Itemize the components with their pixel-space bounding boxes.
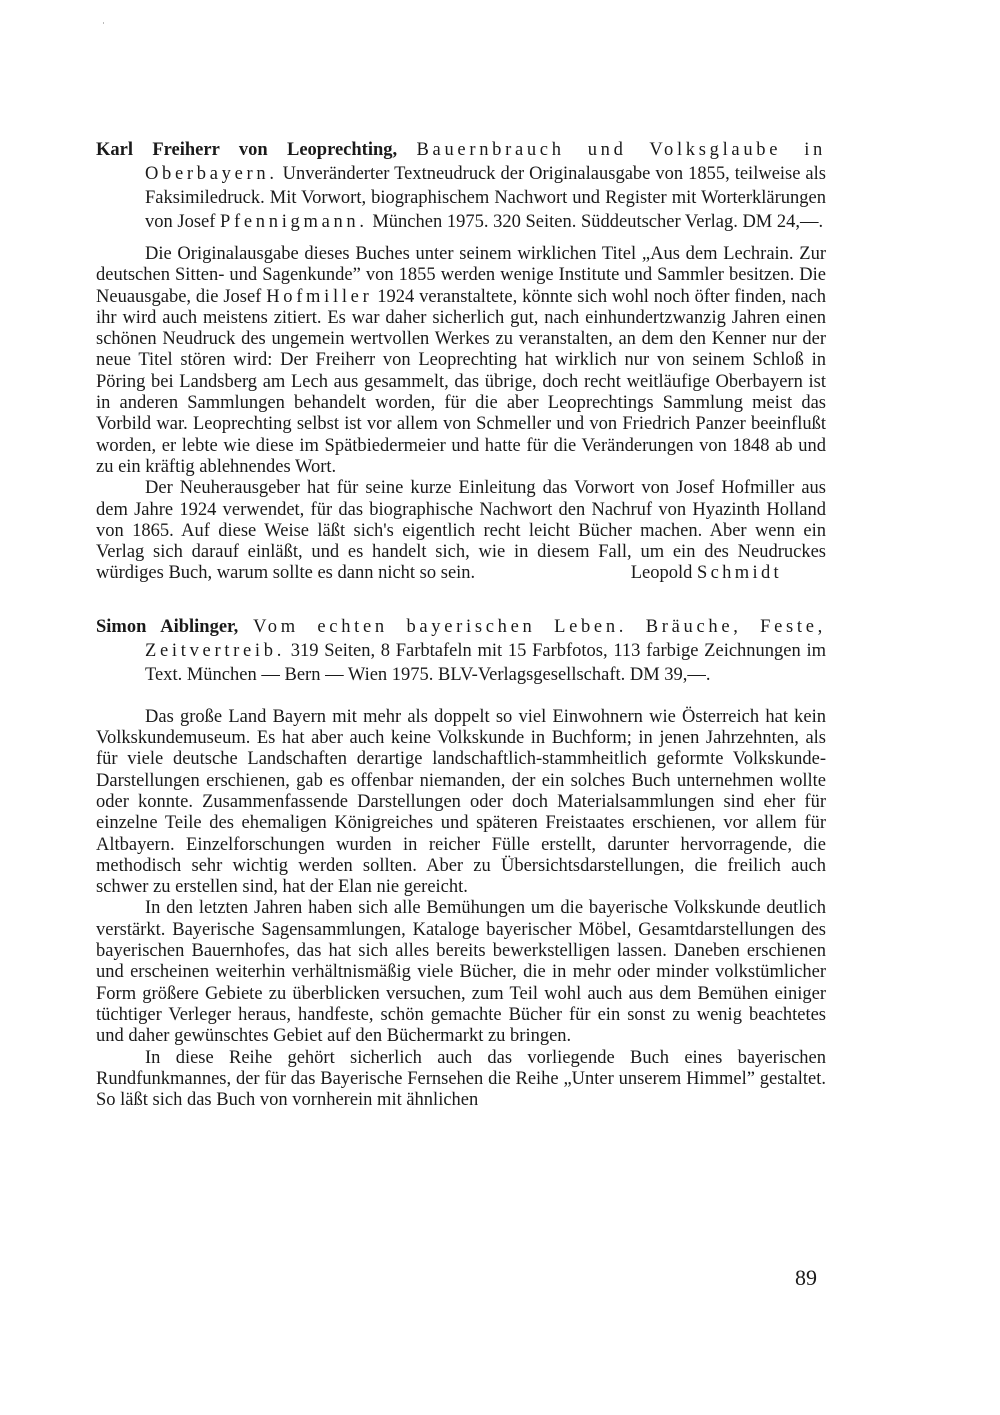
review-2-author: Simon Aiblinger, [96,616,239,637]
review-1-paragraph-2 [96,478,826,584]
scan-mark [103,22,104,24]
review-1-p1-name: Hofmiller [266,286,373,307]
review-1-citation [96,138,826,234]
review-1-editor: Pfennigmann. [220,212,368,232]
review-1-p1-b: 1924 veranstaltete, könnte sich wohl noch öfter finden, nach ihr wird auch meistens zitiert. Es war daher sicherlich gut, nach einhundertzwanzig Jahren einen schönen Neudruck des ungemein wertvollen Werkes zu veranstalten, an dem den Kenner nur der neue Titel stören wird: Der Freiherr von Leoprechting hat wirklich nur von seinem Schloß in Pöring bei Landsberg am Lech aus gesammelt, das übrige, doch recht weitläufige Oberbayern ist in anderen Sammlungen behandelt worden, für die aber Leoprechtings Sammlung meist das Vorbild war. Leoprechting selbst ist vor allem von Schmeller und von Friedrich Panzer beeinflußt worden, er lebte wie diese im Spätbiedermeier und hatte für die Veränderungen von 1848 ab und zu ein kräftig ablehnendes Wort. [96,286,826,477]
signature-first-name: Leopold [630,563,693,584]
review-2-title: Vom echten bayerischen Leben. Bräuche, Feste, Zeitvertreib. [145,616,827,661]
review-1-author: Karl Freiherr von Leoprechting, [96,140,398,160]
review-1-p2-text: Der Neuherausgeber hat für seine kurze Einleitung das Vorwort von Josef Hofmiller aus dem Jahre 1924 verwendet, für das biographische Nachwort den Nachruf von Hyazinth Holland von 1865. Auf diese Weise läßt sich's eigentlich recht leicht Bücher machen. Aber wenn ein Verlag sich darauf einläßt, und es handelt sich, wie in diesem Fall, um ein des Neudruckes würdiges Buch, warum sollte es dann nicht so sein. [96,478,826,584]
review-2-paragraph-1: Das große Land Bayern mit mehr als doppelt so viel Einwohnern wie Österreich hat kein Volkskundemuseum. Es hat aber auch keine Volkskunde in Buchform; in jenen Jahrzehnten, als für viele deutsche Landschaften derartige landschaftlich-stammheitlich geformte Volkskunde-Darstellungen erschienen, gab es offenbar niemanden, der ein solches Buch unternehmen wollte oder konnte. Zusammenfassende Darstellungen oder doch Materialsammlungen sind eher für einzelne Teile des ehemaligen Königreiches und späteren Freistaates erschienen, vor allem für Altbayern. Einzelforschungen wurden in reicher Fülle erstellt, darunter hervorragende, die methodisch sehr wichtig werden sollten. Aber zu Übersichtsdarstellungen, die freilich auch schwer zu erstellen sind, hat der Elan nie gereicht. [96,706,826,898]
review-1-signature [582,563,782,584]
review-1-p1-a: Die Originalausgabe dieses Buches unter seinem wirklichen Titel „Aus dem Lechrain. Zur deutschen Sitten- und Sagenkunde” von 1855 werden wenige Institute und Sammler besitzen. Die Neuausgabe, die Josef [96,244,826,307]
review-1 [96,138,826,585]
signature-last-name: Schmidt [697,563,782,584]
review-1-details-b: München 1975. 320 Seiten. Süddeutscher Verlag. DM 24,—. [372,212,824,232]
review-1-paragraph-1 [96,244,826,478]
review-2 [96,615,826,1112]
page-body [96,138,826,1111]
review-1-details-a: Unveränderter Textneudruck der Originalausgabe von 1855, teilweise als Faksimiledruck. Mit Vorwort, biographischem Nachwort und Register mit Worterklärungen von Josef [145,164,826,232]
review-2-citation [96,615,826,687]
review-2-paragraph-2: In den letzten Jahren haben sich alle Bemühungen um die bayerische Volkskunde deutlich verstärkt. Bayerische Sagensammlungen, Kataloge bayerischer Möbel, Gesamtdarstellungen des bayerischen Bauernhofes, das hat sich alles bereits bewerkstelligen lassen. Daneben erschienen und erscheinen weiterhin verhältnismäßig viele Bücher, die in mehr oder minder volkstümlicher Form größere Gebiete zu überblicken versuchen, zum Teil wohl auch aus dem Bemühen einiger tüchtiger Verleger heraus, handfeste, schön gemachte Bücher für ein sonst zu wenig beachtetes und daher gewünschtes Gebiet auf den Büchermarkt zu bringen. [96,898,826,1047]
review-1-title: Bauernbrauch und Volksglaube in Oberbayern. [145,140,827,184]
page-number: 89 [795,1265,817,1290]
review-2-paragraph-3: In diese Reihe gehört sicherlich auch das vorliegende Buch eines bayerischen Rundfunkmannes, der für das Bayerische Fernsehen die Reihe „Unter unserem Himmel” gestaltet. So läßt sich das Buch von vornherein mit ähnlichen [96,1047,826,1111]
review-2-details: 319 Seiten, 8 Farbtafeln mit 15 Farbfotos, 113 farbige Zeichnungen im Text. München — Bern — Wien 1975. BLV-Verlagsgesellschaft. DM 39,—. [145,640,826,685]
